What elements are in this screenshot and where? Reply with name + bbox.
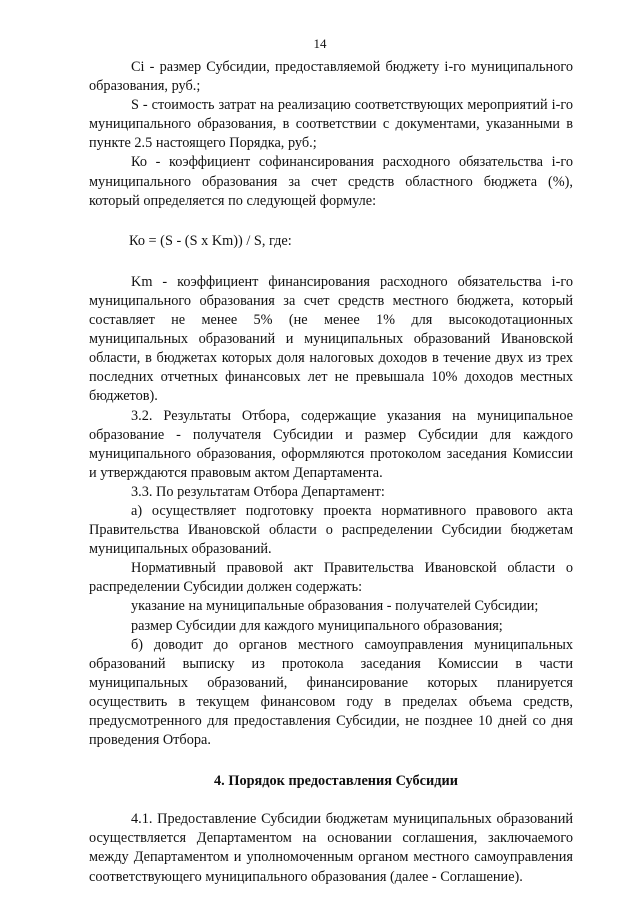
paragraph-s-definition: S - стоимость затрат на реализацию соответствующих мероприятий i-го муниципального образования, в соответствии с документами, указанными в пункте 2.5 настоящего Порядка, руб.; xyxy=(89,97,573,152)
paragraph-3-2: 3.2. Результаты Отбора, содержащие указания на муниципальное образование - получателя Субсидии и размер Субсидии для каждого муниципального образования, оформляются протоколом заседания Комиссии и утверждаются правовым актом Департамента. xyxy=(89,407,573,481)
paragraph-ci-definition: Ci - размер Субсидии, предоставляемой бюджету i-го муниципального образования, руб.; xyxy=(89,59,573,95)
paragraph-list-recipients: указание на муниципальные образования - получателей Субсидии; xyxy=(131,598,539,615)
page-number: 14 xyxy=(313,36,327,51)
section-heading: 4. Порядок предоставления Субсидии xyxy=(214,773,458,790)
paragraph-normative-act: Нормативный правовой акт Правительства Ивановской области о распределении Субсидии должен содержать: xyxy=(89,560,573,596)
paragraph-3-3-a: а) осуществляет подготовку проекта нормативного правового акта Правительства Ивановской области о распределении Субсидии бюджетам муниципальных образований. xyxy=(89,502,573,558)
paragraph-km-definition: Km - коэффициент финансирования расходного обязательства i-го муниципального образования за счет средств местного бюджета, который составляет не менее 5% (не менее 1% для высокодотационных муниципальных образований и муниципальных образований Ивановской области, в бюджетах которых доля налоговых доходов в течение двух из трех последних отчетных финансовых лет не превышала 10% доходов местных бюджетов). xyxy=(89,273,573,405)
paragraph-list-amount: размер Субсидии для каждого муниципального образования; xyxy=(131,617,503,634)
paragraph-3-3-b: б) доводит до органов местного самоуправления муниципальных образований выписку из протокола заседания Комиссии в части муниципальных образований, финансирование которых планируется осуществить в текущем финансовом году в пределах объема средств, предусмотренного для предоставления Субсидии, не позднее 10 дней со дня проведения Отбора. xyxy=(89,636,573,749)
paragraph-ko-definition: Ко - коэффициент софинансирования расходного обязательства i-го муниципального образования за счет средств областного бюджета (%), который определяется по следующей формуле: xyxy=(89,154,573,209)
paragraph-4-1: 4.1. Предоставление Субсидии бюджетам муниципальных образований осуществляется Департаментом на основании соглашения, заключаемого между Департаментом и уполномоченным органом местного самоуправления соответствующего муниципального образования (далее - Соглашение). xyxy=(89,811,573,885)
formula: Ко = (S - (S x Km)) / S, где: xyxy=(129,232,292,249)
document-body xyxy=(89,58,573,887)
paragraph-3-3: 3.3. По результатам Отбора Департамент: xyxy=(131,483,385,500)
